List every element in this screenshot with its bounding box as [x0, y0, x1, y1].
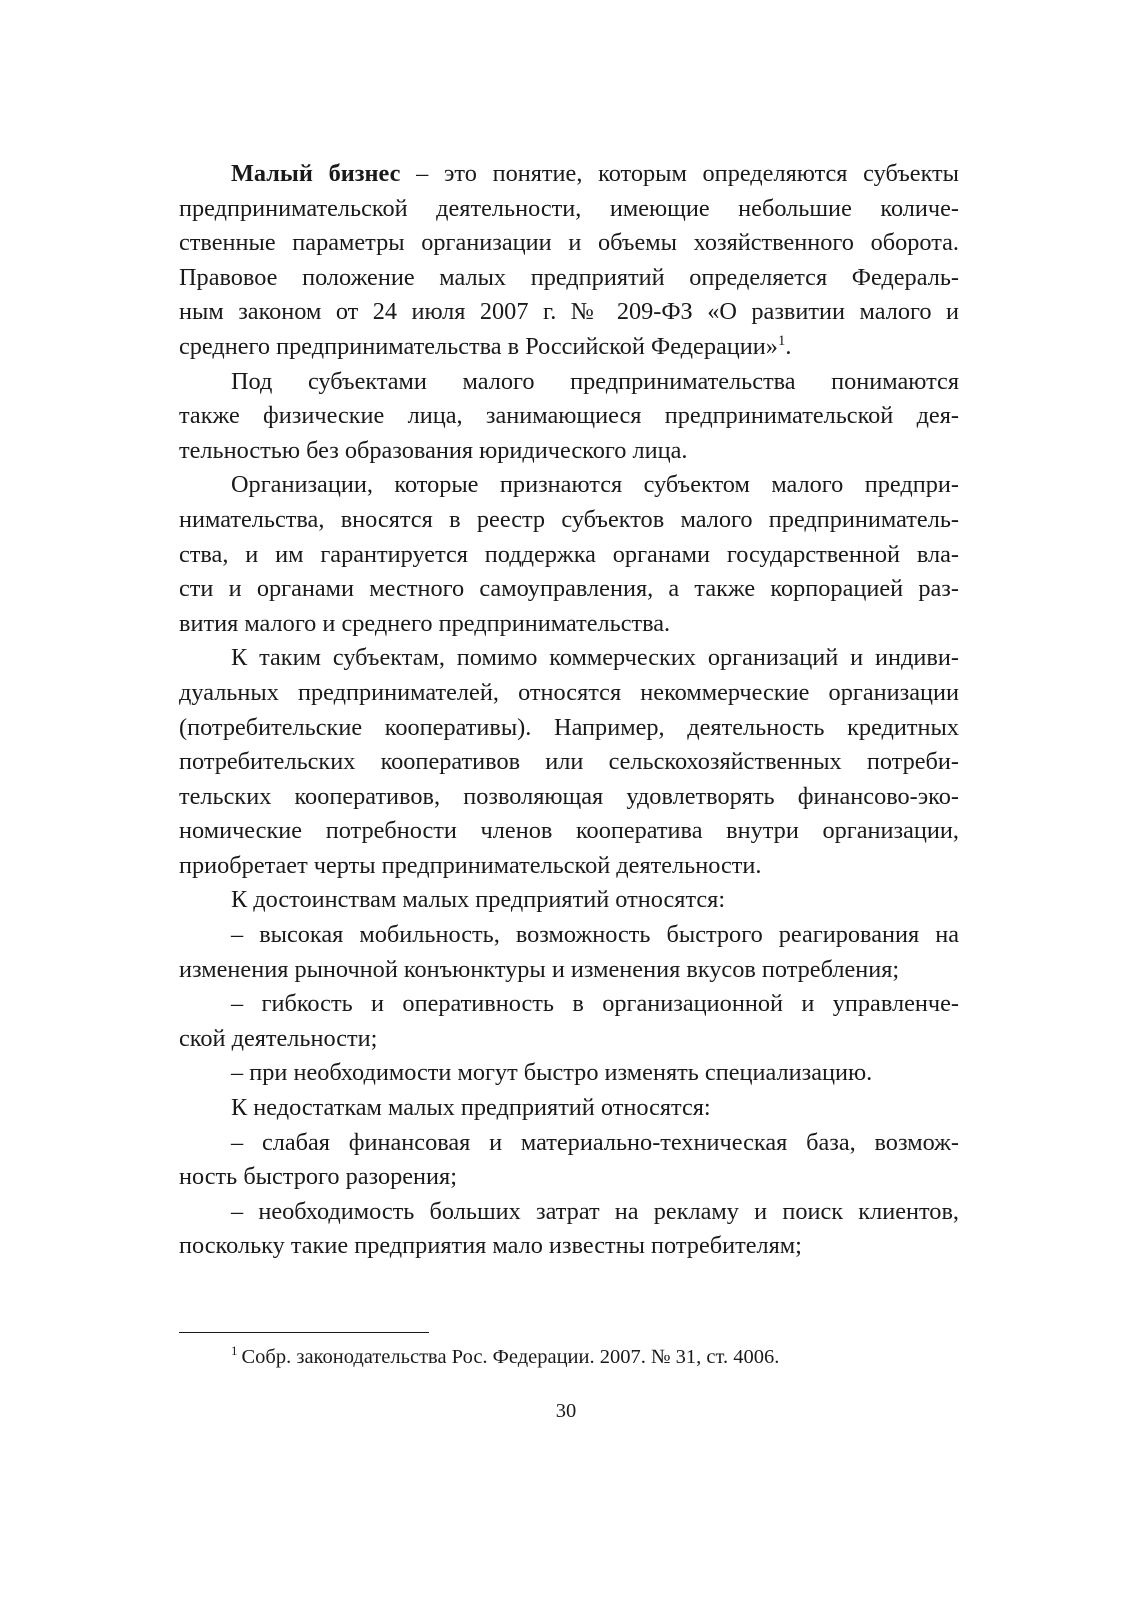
- line-text: ской деятельности;: [179, 1024, 378, 1052]
- text-line: [179, 1091, 959, 1126]
- text-line: [179, 814, 959, 849]
- text-line: [179, 295, 959, 330]
- line-text: Под субъектами малого предпринимательства понимаются: [231, 367, 959, 395]
- text-line: [179, 987, 959, 1022]
- text-line: [179, 330, 959, 365]
- text-line: [179, 883, 959, 918]
- text-line: [179, 468, 959, 503]
- text-line: [179, 572, 959, 607]
- text-line: [179, 1126, 959, 1161]
- line-text: предпринимательской деятельности, имеющие небольшие количе-: [179, 194, 959, 222]
- text-line: [179, 192, 959, 227]
- line-text: К таким субъектам, помимо коммерческих организаций и индиви-: [231, 644, 959, 672]
- line-text: – слабая финансовая и материально-техническая база, возмож-: [231, 1128, 959, 1156]
- line-text: также физические лица, занимающиеся предпринимательской дея-: [179, 402, 959, 430]
- line-text: ственные параметры организации и объемы хозяйственного оборота.: [179, 229, 959, 257]
- line-text: Организации, которые признаются субъектом малого предпри-: [231, 471, 959, 499]
- line-text: – необходимость больших затрат на рекламу и поиск клиентов,: [231, 1197, 959, 1225]
- text-line: [179, 1056, 959, 1091]
- footnote: [231, 1344, 779, 1370]
- line-text: сти и органами местного самоуправления, а также корпорацией раз-: [179, 575, 959, 603]
- text-line: [179, 711, 959, 746]
- line-text: – высокая мобильность, возможность быстрого реагирования на: [231, 921, 959, 949]
- footnote-text: Собр. законодательства Рос. Федерации. 2007. № 31, ст. 4006.: [241, 1346, 780, 1368]
- text-line: [179, 607, 959, 642]
- text-line: [179, 676, 959, 711]
- text-line: [179, 918, 959, 953]
- text-line: [179, 849, 959, 884]
- line-text: тельских кооперативов, позволяющая удовлетворять финансово-эко-: [179, 782, 959, 810]
- line-text: – при необходимости могут быстро изменять специализацию.: [231, 1059, 873, 1087]
- text-line: [179, 953, 959, 988]
- text-line: [179, 434, 959, 469]
- text-line: [179, 157, 959, 192]
- line-text: – гибкость и оперативность в организационной и управленче-: [231, 990, 959, 1018]
- line-text: поскольку такие предприятия мало известны потребителям;: [179, 1232, 802, 1260]
- text-line: [179, 641, 959, 676]
- line-text: изменения рыночной конъюнктуры и изменения вкусов потребления;: [179, 955, 900, 983]
- line-text: – это понятие, которым определяются субъекты: [400, 160, 959, 187]
- text-line: [179, 1160, 959, 1195]
- footnote-marker: 1: [231, 1343, 238, 1358]
- line-text: ным законом от 24 июля 2007 г. № 209-ФЗ «О развитии малого и: [179, 298, 959, 326]
- text-line: [179, 365, 959, 400]
- line-text: номические потребности членов кооператива внутри организации,: [179, 817, 959, 845]
- line-text: потребительских кооперативов или сельскохозяйственных потреби-: [179, 748, 959, 776]
- line-text: приобретает черты предпринимательской деятельности.: [179, 851, 762, 879]
- text-line: [179, 1195, 959, 1230]
- text-line: [179, 780, 959, 815]
- main-text: [179, 157, 959, 1264]
- line-text: вития малого и среднего предпринимательства.: [179, 609, 671, 637]
- line-text: среднего предпринимательства в Российской Федерации»: [179, 332, 778, 360]
- footnote-divider: [179, 1332, 429, 1333]
- footnote-reference[interactable]: 1: [777, 332, 786, 349]
- page-number: 30: [555, 1400, 577, 1422]
- line-text: К недостаткам малых предприятий относятся:: [231, 1094, 711, 1122]
- text-line: [179, 1229, 959, 1264]
- text-line: [179, 538, 959, 573]
- line-text: ность быстрого разорения;: [179, 1163, 457, 1191]
- text-line: [179, 503, 959, 538]
- line-text: Правовое положение малых предприятий определяется Федераль-: [179, 263, 959, 291]
- line-text: К достоинствам малых предприятий относятся:: [231, 886, 726, 914]
- line-text: тельностью без образования юридического лица.: [179, 436, 688, 464]
- text-line: [179, 261, 959, 296]
- term-bold: Малый бизнес: [231, 160, 401, 187]
- line-text: нимательства, вносятся в реестр субъектов малого предприниматель-: [179, 505, 959, 533]
- text-line: [179, 745, 959, 780]
- line-text: (потребительские кооперативы). Например, деятельность кредитных: [179, 713, 959, 741]
- line-text: ства, и им гарантируется поддержка органами государственной вла-: [179, 540, 959, 568]
- text-line: [179, 1022, 959, 1057]
- text-line: [179, 399, 959, 434]
- text-line: [179, 226, 959, 261]
- line-text: дуальных предпринимателей, относятся некоммерческие организации: [179, 678, 959, 706]
- line-text-end: .: [785, 332, 792, 360]
